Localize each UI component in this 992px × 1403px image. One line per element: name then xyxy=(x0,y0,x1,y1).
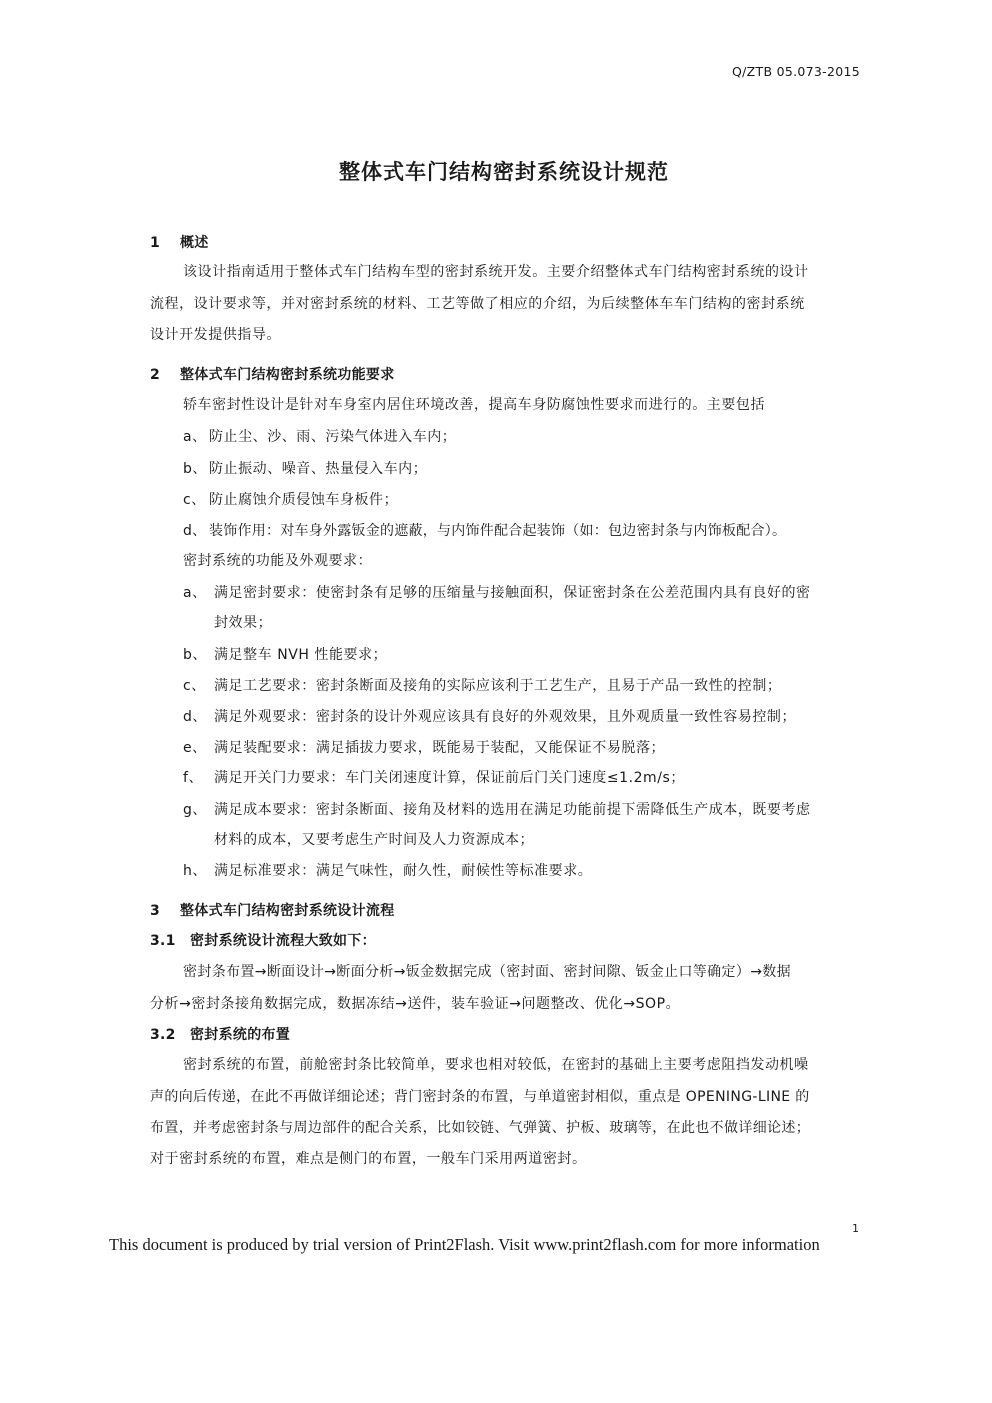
paragraph-line: 轿车密封性设计是针对车身室内居住环境改善，提高车身防腐蚀性要求而进行的。主要包括 xyxy=(183,397,765,413)
list-text: 装饰作用：对车身外露钣金的遮蔽，与内饰件配合起装饰（如：包边密封条与内饰板配合）。 xyxy=(209,523,787,539)
list-item xyxy=(183,677,781,695)
section-title: 整体式车门结构密封系统设计流程 xyxy=(180,903,395,919)
list-marker: a、 xyxy=(183,429,207,445)
list-marker: g、 xyxy=(183,802,207,818)
paragraph-line: 密封条布置→断面设计→断面分析→钣金数据完成（密封面、密封间隙、钣金止口等确定）→数据 xyxy=(183,964,791,980)
list-text: 防止尘、沙、雨、污染气体进入车内； xyxy=(209,429,457,445)
section-title: 整体式车门结构密封系统功能要求 xyxy=(180,367,395,383)
list-marker: a、 xyxy=(183,585,207,601)
list-item xyxy=(183,428,456,446)
section-3-heading xyxy=(150,902,395,920)
paragraph-line: 该设计指南适用于整体式车门结构车型的密封系统开发。主要介绍整体式车门结构密封系统的设计 xyxy=(183,264,809,280)
list-text: 满足成本要求：密封条断面、接角及材料的选用在满足功能前提下需降低生产成本，既要考虑 xyxy=(214,802,811,818)
list-item xyxy=(183,522,786,540)
list-marker: c、 xyxy=(183,678,206,694)
document-title: 整体式车门结构密封系统设计规范 xyxy=(339,160,669,184)
section-number: 1 xyxy=(150,235,161,251)
paragraph-line: 密封系统的布置，前舱密封条比较简单，要求也相对较低，在密封的基础上主要考虑阻挡发动机噪 xyxy=(183,1057,809,1073)
subsection-number: 3.1 xyxy=(150,933,176,949)
list-item xyxy=(183,646,387,664)
list-text: 满足密封要求：使密封条有足够的压缩量与接触面积，保证密封条在公差范围内具有良好的密 xyxy=(214,585,811,601)
list-marker: b、 xyxy=(183,647,207,663)
list-item xyxy=(183,491,398,509)
paragraph-line: 对于密封系统的布置，难点是侧门的布置，一般车门采用两道密封。 xyxy=(150,1151,587,1167)
paragraph-line: 流程，设计要求等，并对密封系统的材料、工艺等做了相应的介绍，为后续整体车车门结构的密封系统 xyxy=(150,296,805,312)
section-number: 3 xyxy=(150,903,161,919)
list-item xyxy=(183,862,592,880)
list-item xyxy=(183,708,796,726)
list-marker: h、 xyxy=(183,863,207,879)
list-item-continuation: 封效果； xyxy=(214,615,273,631)
list-item xyxy=(183,584,811,602)
section-2-heading xyxy=(150,366,395,384)
list-text: 满足外观要求：密封条的设计外观应该具有良好的外观效果，且外观质量一致性容易控制； xyxy=(214,709,796,725)
list-text: 满足开关门力要求：车门关闭速度计算，保证前后门关门速度≤1.2m/s； xyxy=(214,770,685,786)
list-item xyxy=(183,801,811,819)
list-item-continuation: 材料的成本，又要考虑生产时间及人力资源成本； xyxy=(214,832,535,848)
paragraph-line: 分析→密封条接角数据完成，数据冻结→送件，装车验证→问题整改、优化→SOP。 xyxy=(150,996,681,1012)
subsection-3-2-heading xyxy=(150,1026,290,1044)
list-marker: d、 xyxy=(183,709,207,725)
list-marker: e、 xyxy=(183,740,207,756)
list-text: 防止振动、噪音、热量侵入车内； xyxy=(209,461,428,477)
list-marker: f、 xyxy=(183,770,204,786)
section-1-heading xyxy=(150,234,209,252)
list-text: 防止腐蚀介质侵蚀车身板件； xyxy=(209,492,399,508)
page-number: 1 xyxy=(852,1222,859,1235)
list-item xyxy=(183,769,685,787)
list-text: 满足工艺要求：密封条断面及接角的实际应该利于工艺生产，且易于产品一致性的控制； xyxy=(214,678,782,694)
subsection-number: 3.2 xyxy=(150,1027,176,1043)
paragraph-line: 设计开发提供指导。 xyxy=(150,327,281,343)
paragraph-line: 密封系统的功能及外观要求： xyxy=(183,553,373,569)
list-marker: c、 xyxy=(183,492,206,508)
list-item xyxy=(183,739,665,757)
list-item xyxy=(183,460,427,478)
section-title: 概述 xyxy=(180,235,209,251)
subsection-3-1-heading xyxy=(150,932,376,950)
list-marker: b、 xyxy=(183,461,207,477)
paragraph-line: 布置，并考虑密封条与周边部件的配合关系，比如铰链、气弹簧、护板、玻璃等，在此也不做详细论述； xyxy=(150,1120,811,1136)
subsection-title: 密封系统的布置 xyxy=(190,1027,291,1043)
paragraph-line: 声的向后传递，在此不再做详细论述；背门密封条的布置，与单道密封相似，重点是 OPENING-LINE 的 xyxy=(150,1089,810,1105)
list-text: 满足标准要求：满足气味性，耐久性，耐候性等标准要求。 xyxy=(214,863,593,879)
list-text: 满足整车 NVH 性能要求； xyxy=(214,647,388,663)
section-number: 2 xyxy=(150,367,161,383)
subsection-title: 密封系统设计流程大致如下： xyxy=(190,933,376,949)
list-text: 满足装配要求：满足插拔力要求，既能易于装配，又能保证不易脱落； xyxy=(214,740,666,756)
document-code: Q/ZTB 05.073-2015 xyxy=(732,64,860,79)
list-marker: d、 xyxy=(183,523,207,539)
trial-watermark: This document is produced by trial version of Print2Flash. Visit www.print2flash.com for more information xyxy=(109,1235,820,1254)
